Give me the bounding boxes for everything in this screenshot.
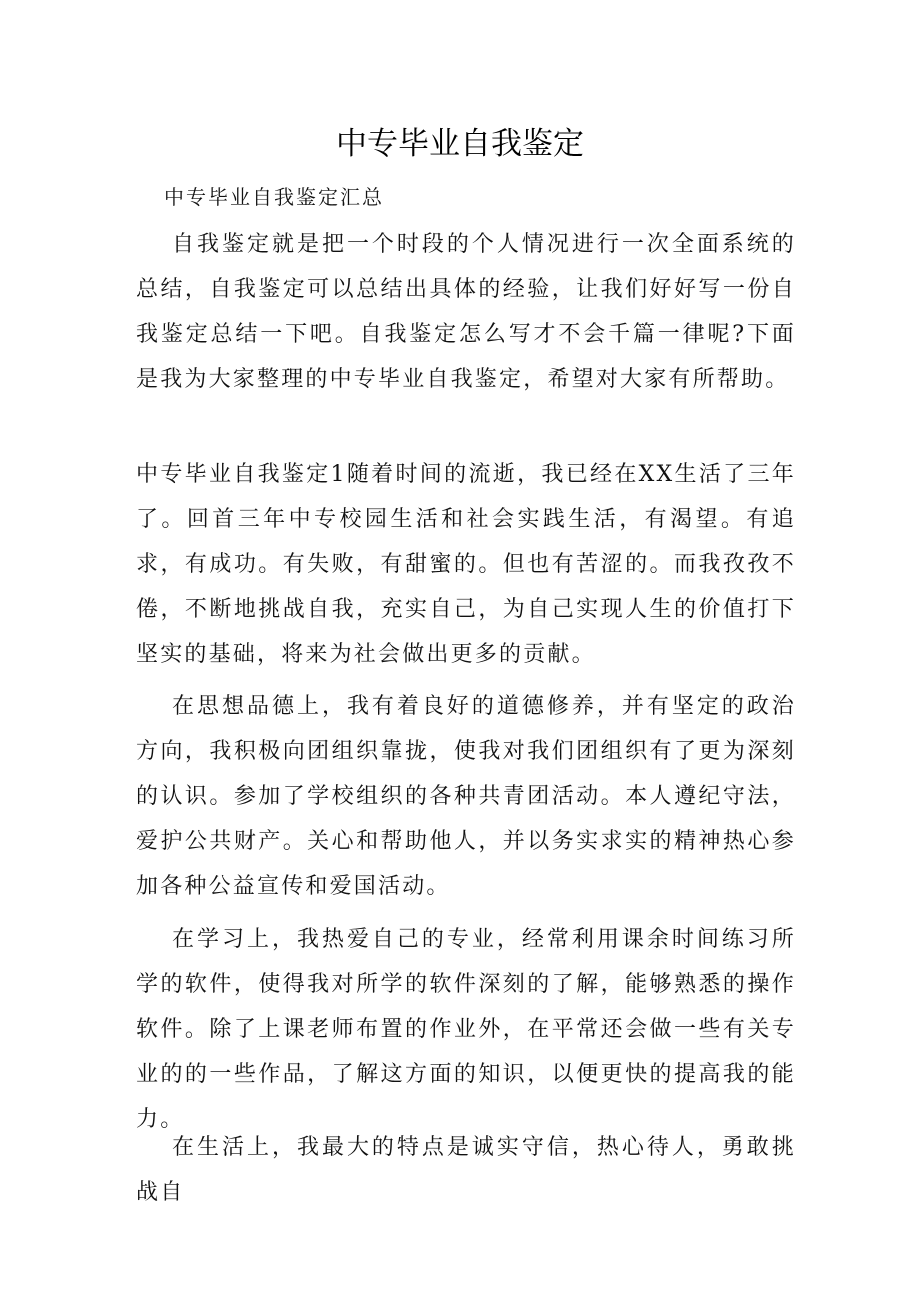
paragraph-moral: 在思想品德上，我有着良好的道德修养，并有坚定的政治方向，我积极向团组织靠拢，使我对我们团组织有了更为深刻的认识。参加了学校组织的各种共青团活动。本人遵纪守法，爱护公共财产。关心和帮助他人，并以务实求实的精神热心参加各种公益宣传和爱国活动。 [136, 694, 796, 899]
paragraph-life: 在生活上，我最大的特点是诚实守信，热心待人，勇敢挑战自 [136, 1135, 796, 1205]
paragraph-section-1: 中专毕业自我鉴定1随着时间的流逝，我已经在XX生活了三年了。回首三年中专校园生活和社会实践生活，有渴望。有追求，有成功。有失败，有甜蜜的。但也有苦涩的。而我孜孜不倦，不断地挑战自我，充实自己，为自己实现人生的价值打下坚实的基础，将来为社会做出更多的贡献。 [136, 462, 796, 667]
document-subtitle: 中专毕业自我鉴定汇总 [164, 185, 384, 209]
paragraph-study: 在学习上，我热爱自己的专业，经常利用课余时间练习所学的软件，使得我对所学的软件深刻的了解，能够熟悉的操作软件。除了上课老师布置的作业外，在平常还会做一些有关专业的的一些作品，了解这方面的知识，以便更快的提高我的能力。 [136, 927, 796, 1132]
document-title: 中专毕业自我鉴定 [336, 126, 584, 162]
paragraph-intro: 自我鉴定就是把一个时段的个人情况进行一次全面系统的总结，自我鉴定可以总结出具体的经验，让我们好好写一份自我鉴定总结一下吧。自我鉴定怎么写才不会千篇一律呢?下面是我为大家整理的中专毕业自我鉴定，希望对大家有所帮助。 [136, 232, 796, 392]
